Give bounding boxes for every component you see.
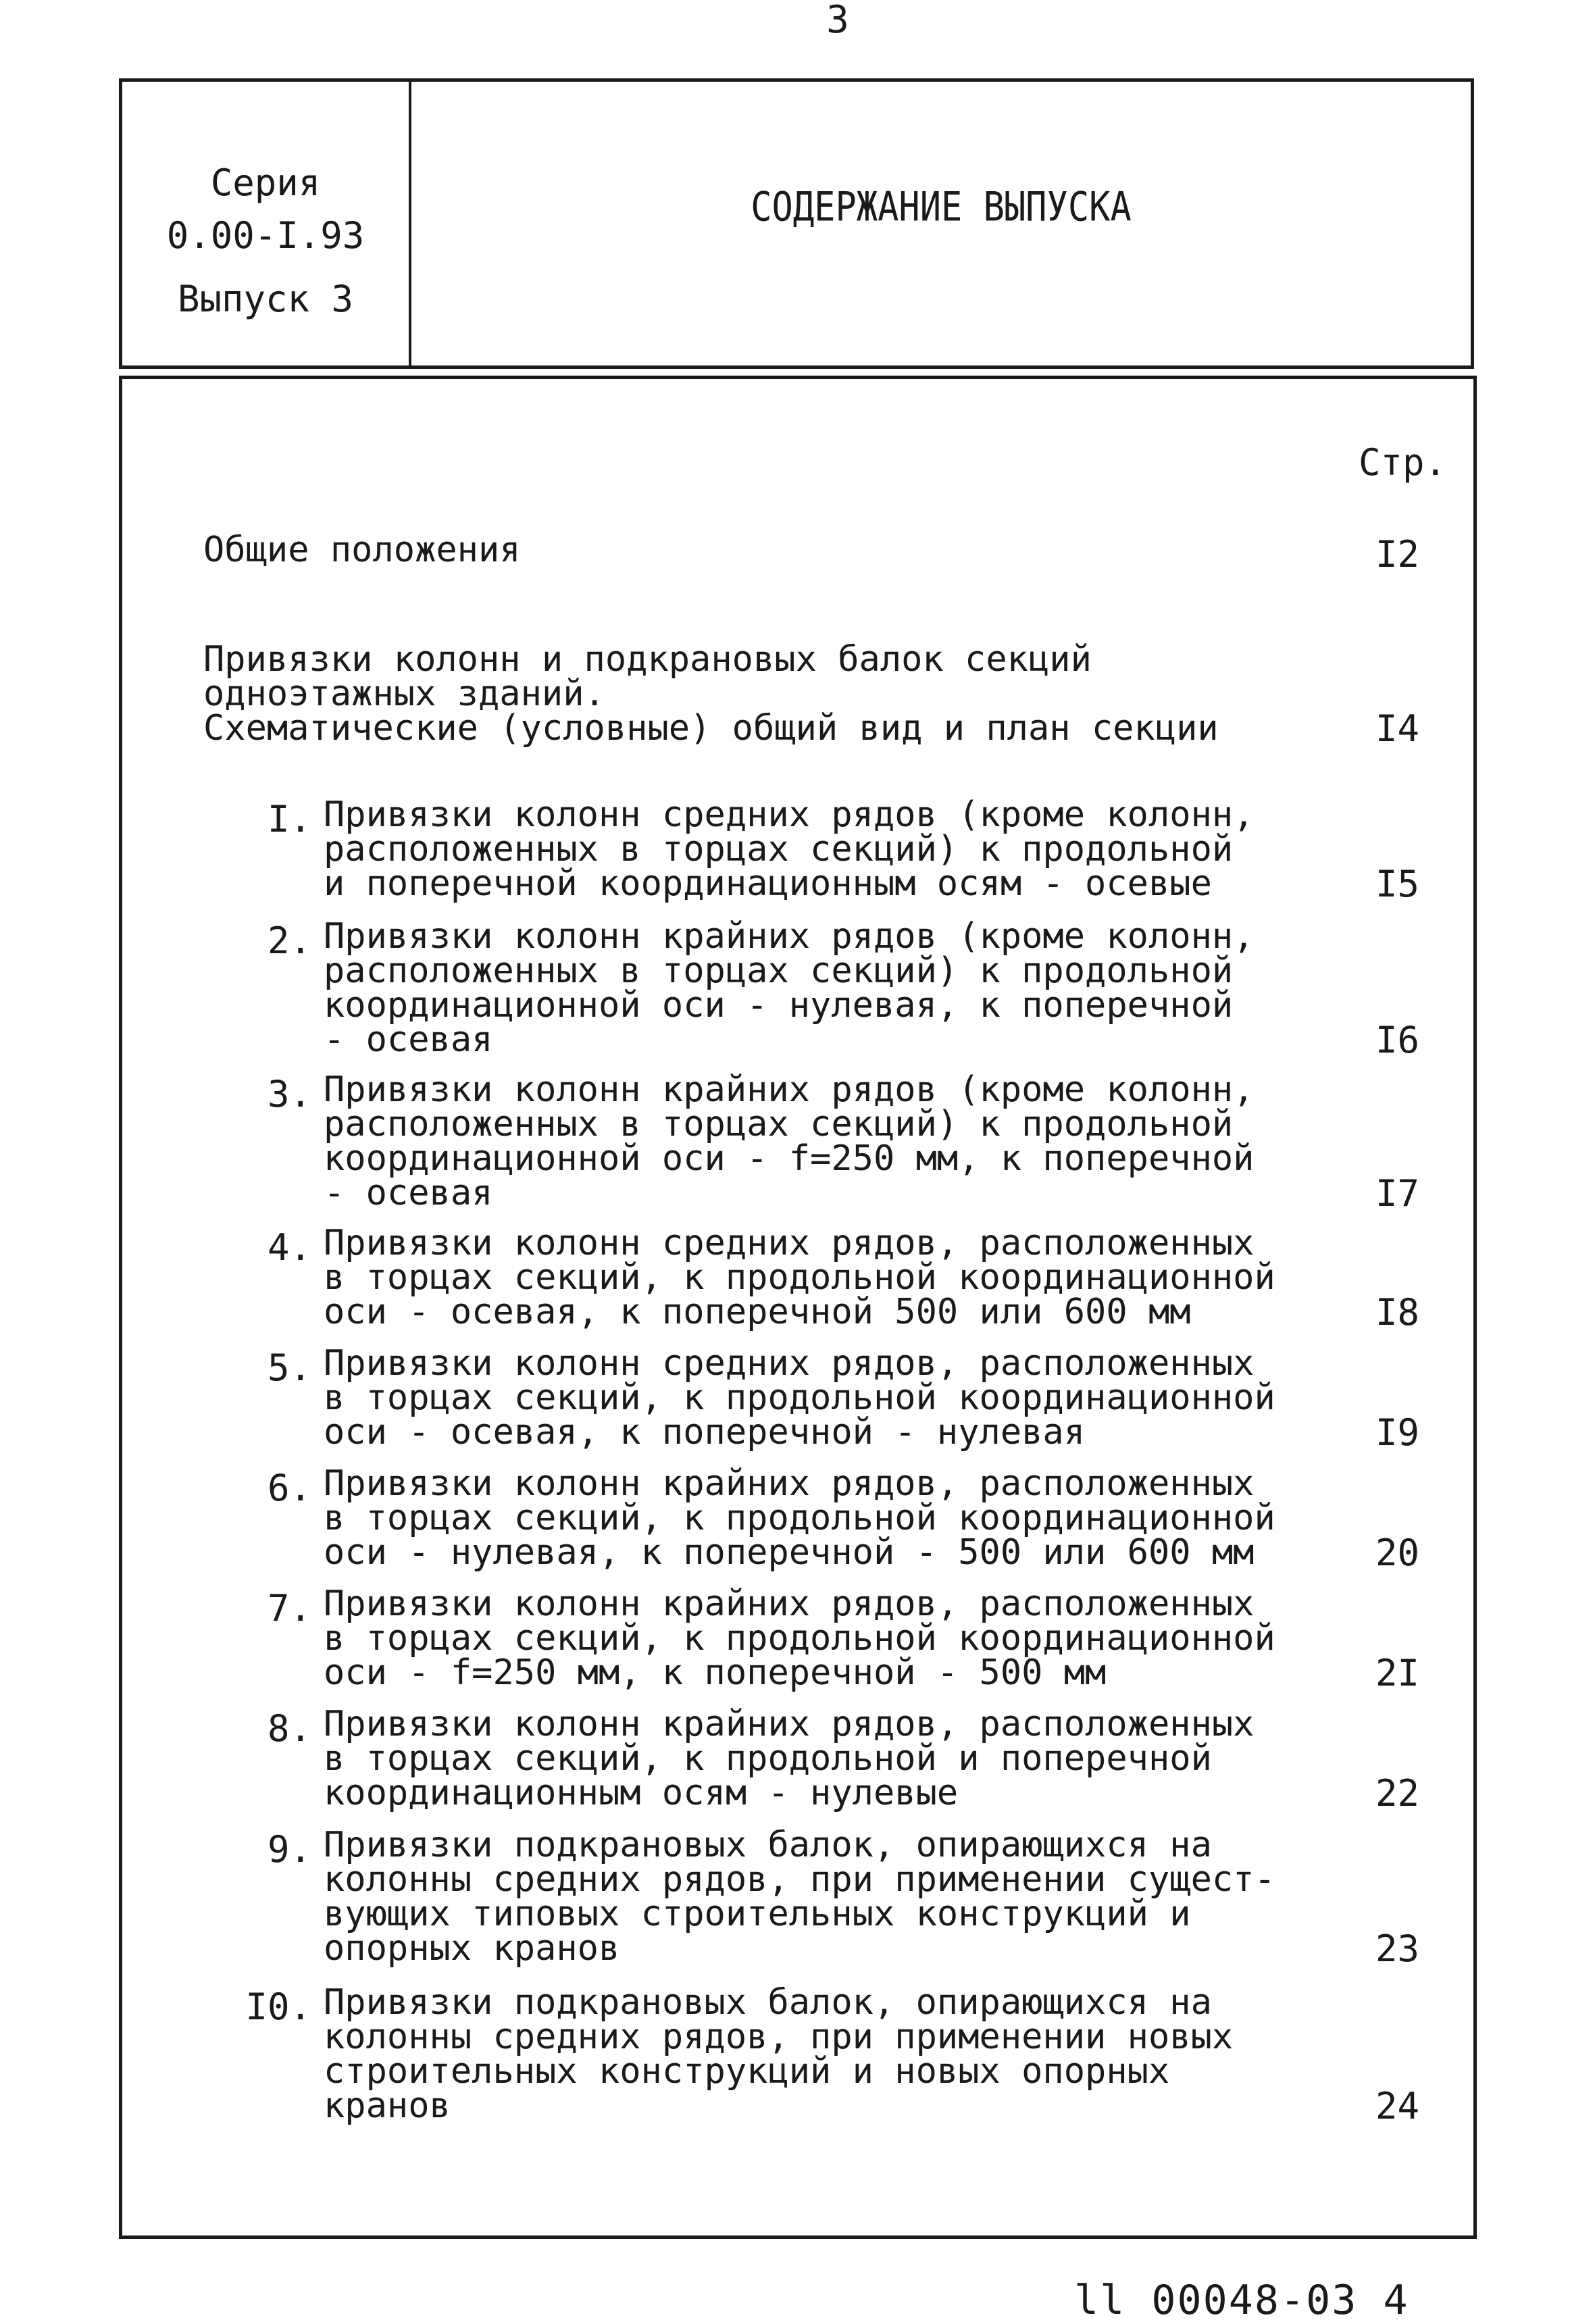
entry-page-number: I9: [1375, 1411, 1419, 1454]
entry-page-number: 20: [1375, 1532, 1419, 1574]
entry-page-number: I6: [1375, 1019, 1419, 1061]
entry-section: [203, 639, 1419, 750]
entry-line: Привязки колонн и подкрановых балок секций: [203, 639, 1092, 680]
item-number: 2.: [267, 919, 311, 962]
entry-page-number: 23: [1375, 1927, 1419, 1970]
contents-item: [324, 916, 1419, 1061]
contents-item: [324, 1223, 1419, 1334]
entry-line: Привязки колонн средних рядов (кроме колонн,: [324, 794, 1255, 835]
entry-general: [203, 530, 1419, 576]
entry-line: Привязки колонн крайних рядов, расположенных: [324, 1584, 1255, 1624]
item-number: 7.: [267, 1587, 311, 1630]
entry-line: Привязки колонн крайних рядов (кроме колонн,: [324, 1069, 1255, 1110]
contents-item: [324, 1463, 1419, 1574]
entry-line: вующих типовых строительных конструкций и: [324, 1894, 1191, 1934]
entry-line: в торцах секций, к продольной координационной: [324, 1257, 1275, 1298]
entry-line: опорных кранов: [324, 1928, 620, 1969]
contents-item: [324, 1343, 1419, 1454]
item-number: 6.: [267, 1467, 311, 1509]
entry-line: в торцах секций, к продольной координационной: [324, 1378, 1275, 1418]
page-number: 3: [826, 0, 849, 42]
item-number: 8.: [267, 1707, 311, 1750]
entry-page-number: 24: [1375, 2085, 1419, 2127]
item-number: 5.: [267, 1346, 311, 1389]
entry-line: в торцах секций, к продольной и поперечной: [324, 1738, 1212, 1779]
header-stamp: [119, 78, 1474, 369]
entry-line: Привязки колонн крайних рядов, расположенных: [324, 1463, 1255, 1504]
contents-item: [324, 1982, 1419, 2127]
entry-line: в торцах секций, к продольной координационной: [324, 1498, 1275, 1538]
entry-line: оси - нулевая, к поперечной - 500 или 600 мм: [324, 1532, 1255, 1573]
contents-item: [324, 1069, 1419, 1215]
entry-line: Привязки колонн крайних рядов (кроме колонн,: [324, 916, 1255, 957]
contents-item: [324, 794, 1419, 905]
entry-line: Привязки колонн средних рядов, расположенных: [324, 1343, 1255, 1384]
contents-frame: [119, 376, 1477, 2239]
entry-line: координационной оси - f=250 мм, к поперечной: [324, 1138, 1255, 1179]
entry-line: расположенных в торцах секций) к продольной: [324, 829, 1234, 869]
entry-page-number: 2I: [1375, 1652, 1419, 1694]
entry-line: и поперечной координационным осям - осевые: [324, 863, 1212, 904]
series-code: 0.00-I.93: [166, 214, 365, 257]
entry-line: колонны средних рядов, при применении сущест-: [324, 1859, 1275, 1900]
series-block: [122, 82, 409, 365]
entry-line: расположенных в торцах секций) к продольной: [324, 1104, 1234, 1144]
entry-line: Привязки подкрановых балок, опирающихся на: [324, 1982, 1212, 2023]
entry-page-number: I4: [1375, 707, 1419, 750]
entry-line: - осевая: [324, 1019, 493, 1060]
entry-line: - осевая: [324, 1173, 493, 1213]
entry-line: в торцах секций, к продольной координационной: [324, 1618, 1275, 1659]
entry-line: расположенных в торцах секций) к продольной: [324, 951, 1234, 991]
footer-code: ll 00048-03 4: [1074, 2277, 1409, 2324]
series-label: Серия: [210, 161, 321, 204]
entry-line: оси - осевая, к поперечной 500 или 600 мм: [324, 1292, 1191, 1332]
entry-line: координационной оси - нулевая, к поперечной: [324, 985, 1234, 1026]
entry-page-number: I2: [1375, 533, 1419, 576]
item-number: I0.: [245, 1986, 311, 2028]
entry-line: Привязки колонн крайних рядов, расположенных: [324, 1704, 1255, 1744]
entry-line: одноэтажных зданий.: [203, 674, 605, 714]
entry-line: кранов: [324, 2086, 451, 2126]
entry-line: оси - осевая, к поперечной - нулевая: [324, 1412, 1086, 1452]
entry-line: оси - f=250 мм, к поперечной - 500 мм: [324, 1652, 1107, 1693]
entry-line: Привязки подкрановых балок, опирающихся на: [324, 1825, 1212, 1865]
entry-line: колонны средних рядов, при применении новых: [324, 2017, 1234, 2057]
entry-page-number: I8: [1375, 1291, 1419, 1334]
page-column-header: Стр.: [1358, 441, 1446, 484]
item-number: I.: [267, 798, 311, 840]
entry-line: строительных конструкций и новых опорных: [324, 2051, 1170, 2092]
item-number: 3.: [267, 1073, 311, 1115]
item-number: 9.: [267, 1828, 311, 1871]
item-number: 4.: [267, 1226, 311, 1269]
entry-line: координационным осям - нулевые: [324, 1773, 959, 1813]
entry-page-number: I5: [1375, 863, 1419, 905]
entry-page-number: 22: [1375, 1772, 1419, 1815]
document-title: СОДЕРЖАНИЕ ВЫПУСКА: [751, 184, 1132, 231]
entry-line: Привязки колонн средних рядов, расположенных: [324, 1223, 1255, 1263]
entry-line: Общие положения: [203, 530, 521, 570]
contents-item: [324, 1704, 1419, 1815]
contents-item: [324, 1825, 1419, 1970]
entry-page-number: I7: [1375, 1172, 1419, 1215]
entry-line: Схематические (условные) общий вид и план секции: [203, 708, 1219, 749]
issue-label: Выпуск 3: [177, 278, 354, 320]
contents-item: [324, 1584, 1419, 1694]
